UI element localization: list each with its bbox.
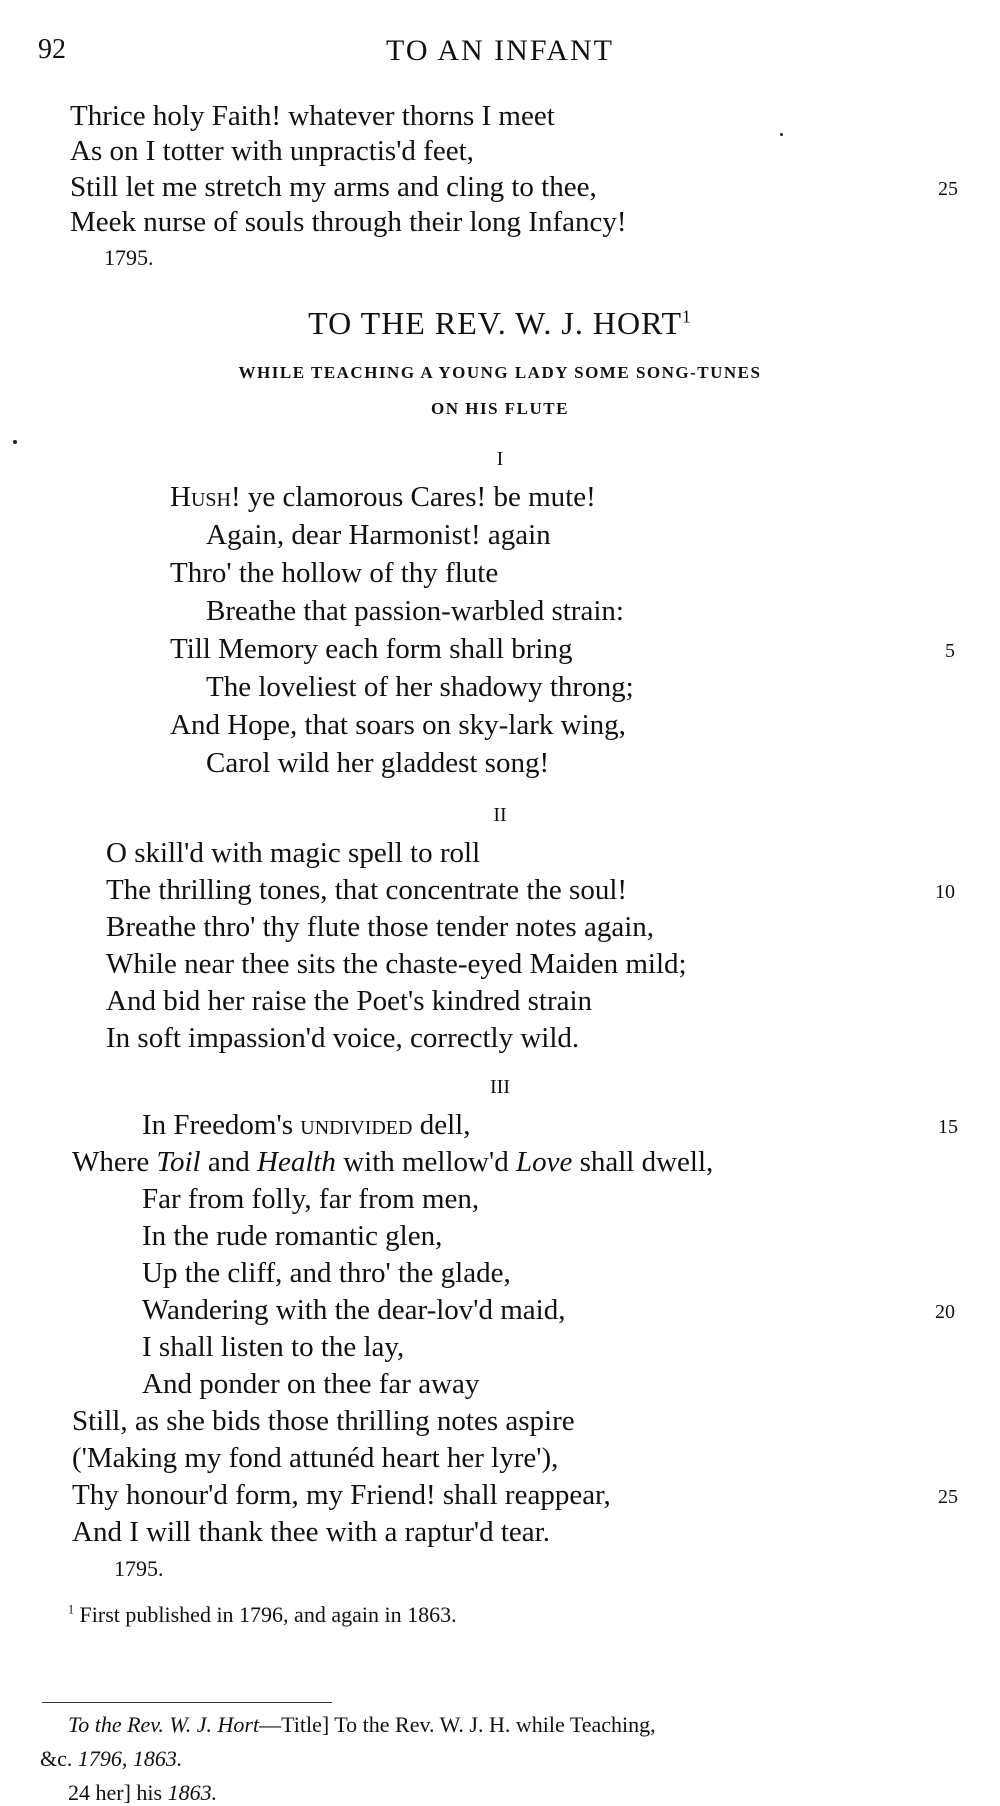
poem-line: Thrice holy Faith! whatever thorns I meet bbox=[70, 100, 555, 132]
poem-title: TO THE REV. W. J. HORT$^1$ bbox=[308, 305, 692, 341]
footnote-rule bbox=[42, 1702, 332, 1703]
poem-line: Again, dear Harmonist! again bbox=[206, 519, 551, 551]
poem-line: The thrilling tones, that concentrate the soul! bbox=[106, 874, 628, 906]
poem-line: Till Memory each form shall bring bbox=[170, 633, 573, 665]
line-number: 10 bbox=[935, 881, 955, 903]
poem-line: Still let me stretch my arms and cling to thee, bbox=[70, 171, 597, 203]
poem-subtitle: ON HIS FLUTE bbox=[431, 399, 569, 418]
line-number: 5 bbox=[945, 640, 955, 662]
line-number: 15 bbox=[938, 1116, 958, 1138]
poem-line: In soft impassion'd voice, correctly wild. bbox=[106, 1022, 580, 1054]
stanza-numeral: III bbox=[490, 1076, 510, 1098]
stanza-numeral: I bbox=[496, 448, 504, 470]
footnote: $^1$ First published in 1796, and again in 1863. bbox=[68, 1602, 457, 1627]
poem-line: Far from folly, far from men, bbox=[142, 1183, 480, 1215]
variant-note: 24 her] his 1863. bbox=[68, 1780, 218, 1805]
print-speck bbox=[780, 133, 783, 136]
poem-line: And ponder on thee far away bbox=[142, 1368, 480, 1400]
poem-line: In the rude romantic glen, bbox=[142, 1220, 443, 1252]
variant-note: &c. 1796, 1863. bbox=[40, 1746, 183, 1771]
poem-line: Up the cliff, and thro' the glade, bbox=[142, 1257, 511, 1289]
poem-line: Wandering with the dear-lov'd maid, bbox=[142, 1294, 566, 1326]
poem-line: And I will thank thee with a raptur'd tear. bbox=[72, 1516, 550, 1548]
poem-line: And Hope, that soars on sky-lark wing, bbox=[170, 709, 626, 741]
poem-line: Breathe that passion-warbled strain: bbox=[206, 595, 624, 627]
poem-line: O skill'd with magic spell to roll bbox=[106, 837, 481, 869]
poem-line: In Freedom's undivided dell, bbox=[142, 1109, 471, 1141]
poem-line: Thy honour'd form, my Friend! shall reappear, bbox=[72, 1479, 611, 1511]
poem-line: ('Making my fond attunéd heart her lyre'), bbox=[72, 1442, 559, 1474]
poem-line: Still, as she bids those thrilling notes aspire bbox=[72, 1405, 575, 1437]
line-number: 25 bbox=[938, 1486, 958, 1508]
poem-date: 1795. bbox=[104, 245, 154, 270]
variant-note: To the Rev. W. J. Hort—Title] To the Rev. W. J. H. while Teaching, bbox=[68, 1712, 656, 1737]
poem-line: Meek nurse of souls through their long Infancy! bbox=[70, 206, 627, 238]
poem-subtitle: WHILE TEACHING A YOUNG LADY SOME SONG-TUNES bbox=[238, 363, 762, 382]
poem-line: Where Toil and Health with mellow'd Love shall dwell, bbox=[72, 1146, 714, 1178]
line-number: 20 bbox=[935, 1301, 955, 1323]
footnote-marker: 1 bbox=[682, 306, 692, 327]
poem-line: Breathe thro' thy flute those tender notes again, bbox=[106, 911, 654, 943]
running-title: TO AN INFANT bbox=[386, 34, 614, 67]
print-speck bbox=[13, 440, 17, 444]
line-number: 25 bbox=[938, 178, 958, 200]
poem-date: 1795. bbox=[114, 1556, 164, 1581]
page-number: 92 bbox=[38, 34, 66, 65]
poem-line: Thro' the hollow of thy flute bbox=[170, 557, 499, 589]
poem-line: The loveliest of her shadowy throng; bbox=[206, 671, 634, 703]
poem-line: And bid her raise the Poet's kindred strain bbox=[106, 985, 593, 1017]
stanza-numeral: II bbox=[493, 804, 507, 826]
poem-line: While near thee sits the chaste-eyed Maiden mild; bbox=[106, 948, 687, 980]
poem-line: I shall listen to the lay, bbox=[142, 1331, 405, 1363]
poem-line: As on I totter with unpractis'd feet, bbox=[70, 135, 474, 167]
poem-line: Hush! ye clamorous Cares! be mute! bbox=[170, 481, 596, 513]
poem-line: Carol wild her gladdest song! bbox=[206, 747, 550, 779]
